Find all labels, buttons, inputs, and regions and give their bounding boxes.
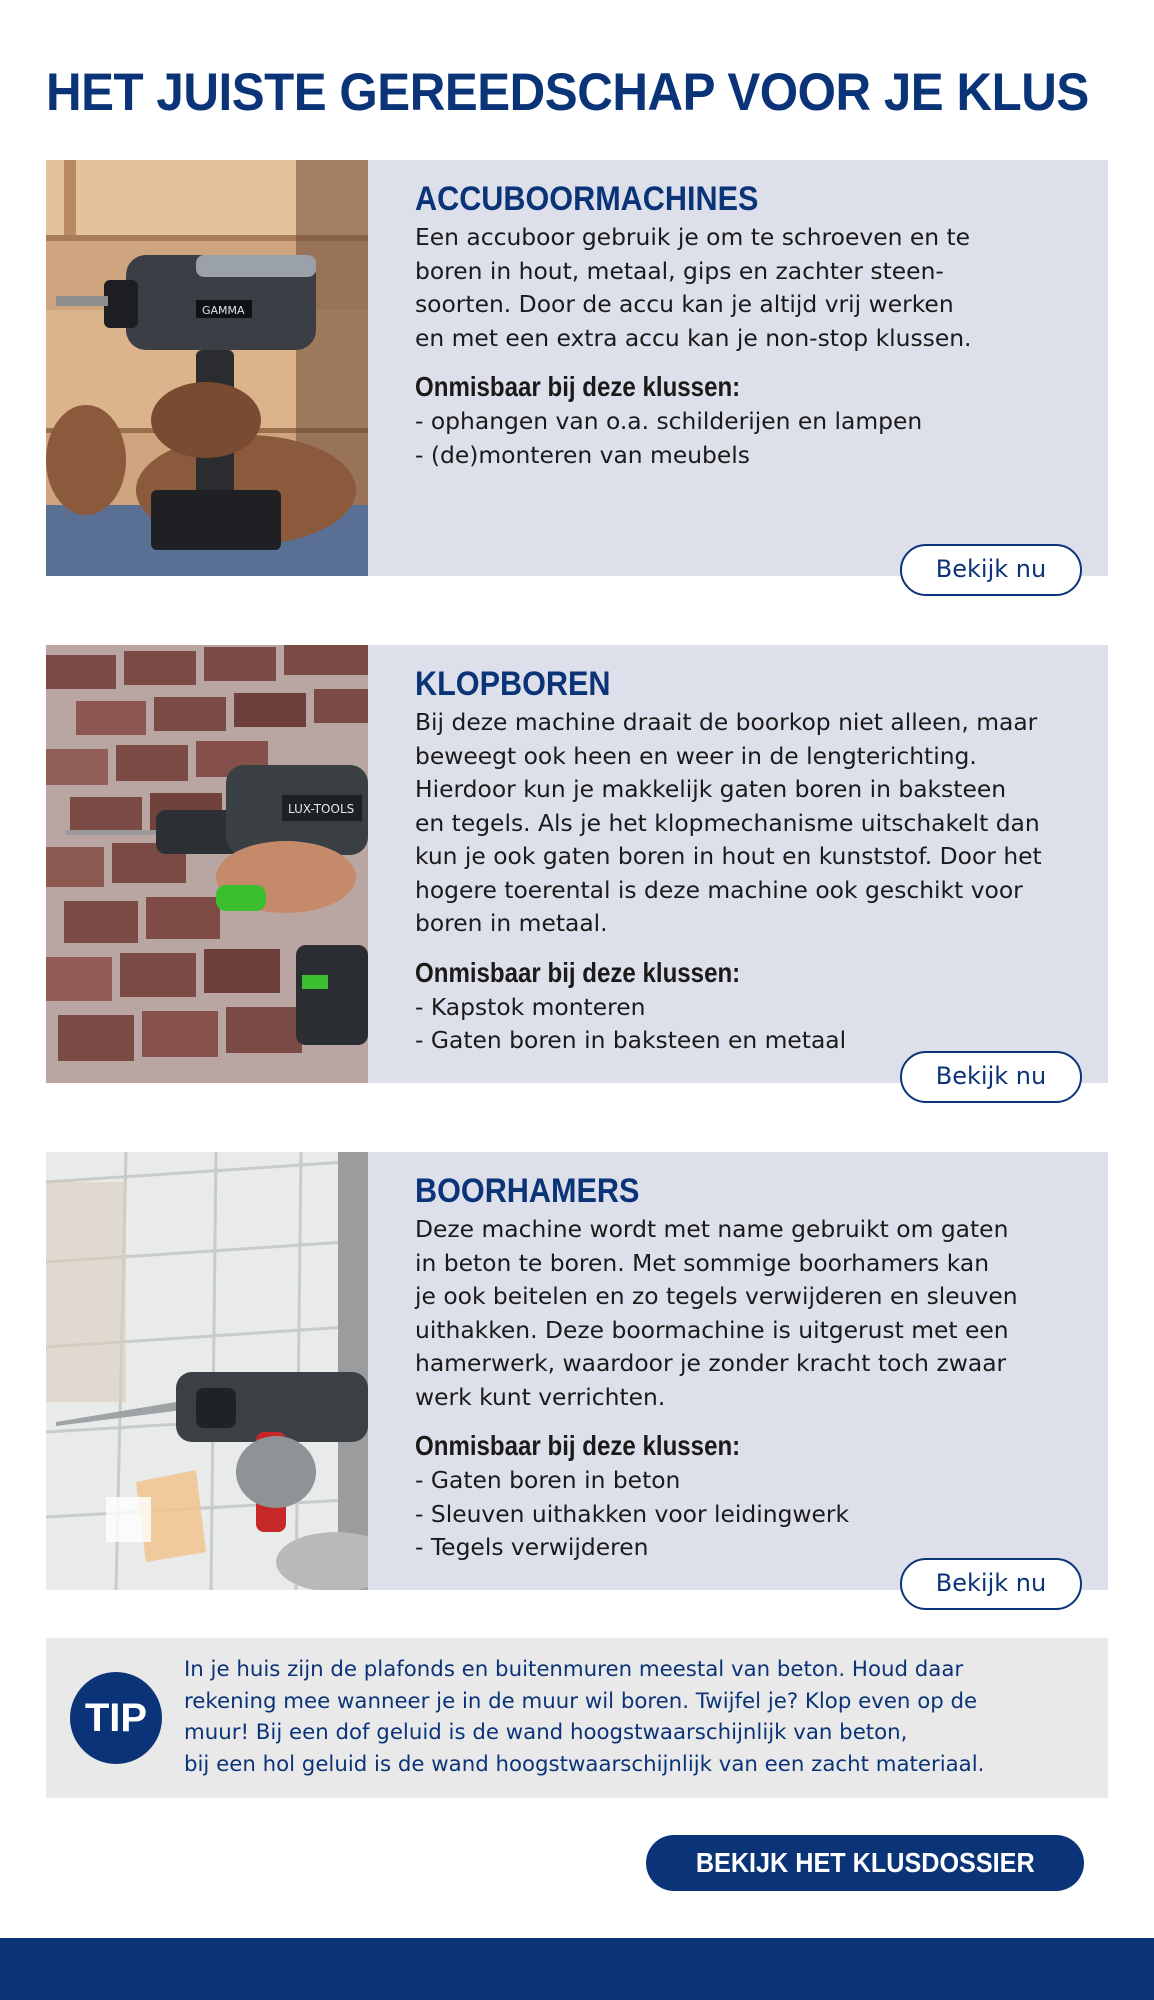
klusdossier-button-label: BEKIJK HET KLUSDOSSIER: [695, 1847, 1035, 1878]
bekijk-nu-button-boorhamers[interactable]: Bekijk nu: [900, 1558, 1082, 1610]
task-list: [415, 1464, 1075, 1565]
task-list-item: - Tegels verwijderen: [415, 1533, 649, 1561]
section-heading: KLOPBOREN: [415, 665, 611, 703]
rotary-hammer-tiles-photo: [46, 1152, 368, 1590]
bekijk-nu-button-klopboren[interactable]: Bekijk nu: [900, 1051, 1082, 1103]
task-list: [415, 991, 1075, 1058]
task-list-item: - Gaten boren in baksteen en metaal: [415, 1026, 847, 1054]
section-subheading: Onmisbaar bij deze klussen:: [415, 956, 741, 988]
drill-brand-label: LUX-TOOLS: [288, 802, 355, 816]
section-description: Een accuboor gebruik je om te schroeven en te boren in hout, metaal, gips en zachter steen- soorten. Door de accu kan je altijd vrij werken en met een extra accu kan je non-stop klussen.: [415, 223, 972, 352]
section-heading: ACCUBOORMACHINES: [415, 180, 759, 218]
tip-text: In je huis zijn de plafonds en buitenmuren meestal van beton. Houd daar rekening mee wanneer je in de muur wil boren. Twijfel je? Klop even op de muur! Bij een dof geluid is de wand hoogstwaarschijnlijk van beton, bij een hol geluid is de wand hoogstwaarschijnlijk van een zacht materiaal.: [184, 1657, 985, 1777]
page-title: HET JUISTE GEREEDSCHAP VOOR JE KLUS: [46, 63, 1089, 122]
task-list-item: - ophangen van o.a. schilderijen en lampen: [415, 407, 923, 435]
section-klopboren: [46, 645, 1108, 1083]
cordless-drill-photo: [46, 160, 368, 576]
klusdossier-button[interactable]: [646, 1835, 1084, 1891]
section-subheading: Onmisbaar bij deze klussen:: [415, 371, 741, 402]
bekijk-nu-button-accuboormachines[interactable]: Bekijk nu: [900, 544, 1082, 596]
task-list-item: - Gaten boren in beton: [415, 1466, 681, 1494]
task-list: [415, 405, 1075, 472]
footer-band: [0, 1938, 1154, 2000]
section-accuboormachines: [46, 160, 1108, 576]
section-boorhamers: [46, 1152, 1108, 1590]
task-list-item: - Sleuven uithakken voor leidingwerk: [415, 1499, 850, 1528]
section-heading: BOORHAMERS: [415, 1172, 640, 1210]
hammer-drill-brick-photo: [46, 645, 368, 1083]
drill-brand-label: GAMMA: [202, 304, 245, 317]
section-description: Deze machine wordt met name gebruikt om gaten in beton te boren. Met sommige boorhamers kan je ook beitelen en zo tegels verwijderen en sleuven uithakken. Deze boormachine is uitgerust met een hamerwerk, waardoor je zonder kracht toch zwaar werk kunt verrichten.: [415, 1215, 1018, 1411]
section-description: Bij deze machine draait de boorkop niet alleen, maar beweegt ook heen en weer in de lengterichting. Hierdoor kun je makkelijk gaten boren in baksteen en tegels. Als je het klopmechanisme uitschakelt dan kun je ook gaten boren in hout en kunststof. Door het hogere toerental is deze machine ook geschikt voor boren in metaal.: [415, 708, 1042, 937]
section-subheading: Onmisbaar bij deze klussen:: [415, 1430, 741, 1461]
task-list-item: - Kapstok monteren: [415, 992, 646, 1021]
tip-box: [46, 1638, 1108, 1798]
tip-badge: TIP: [70, 1672, 162, 1764]
task-list-item: - (de)monteren van meubels: [415, 440, 750, 469]
